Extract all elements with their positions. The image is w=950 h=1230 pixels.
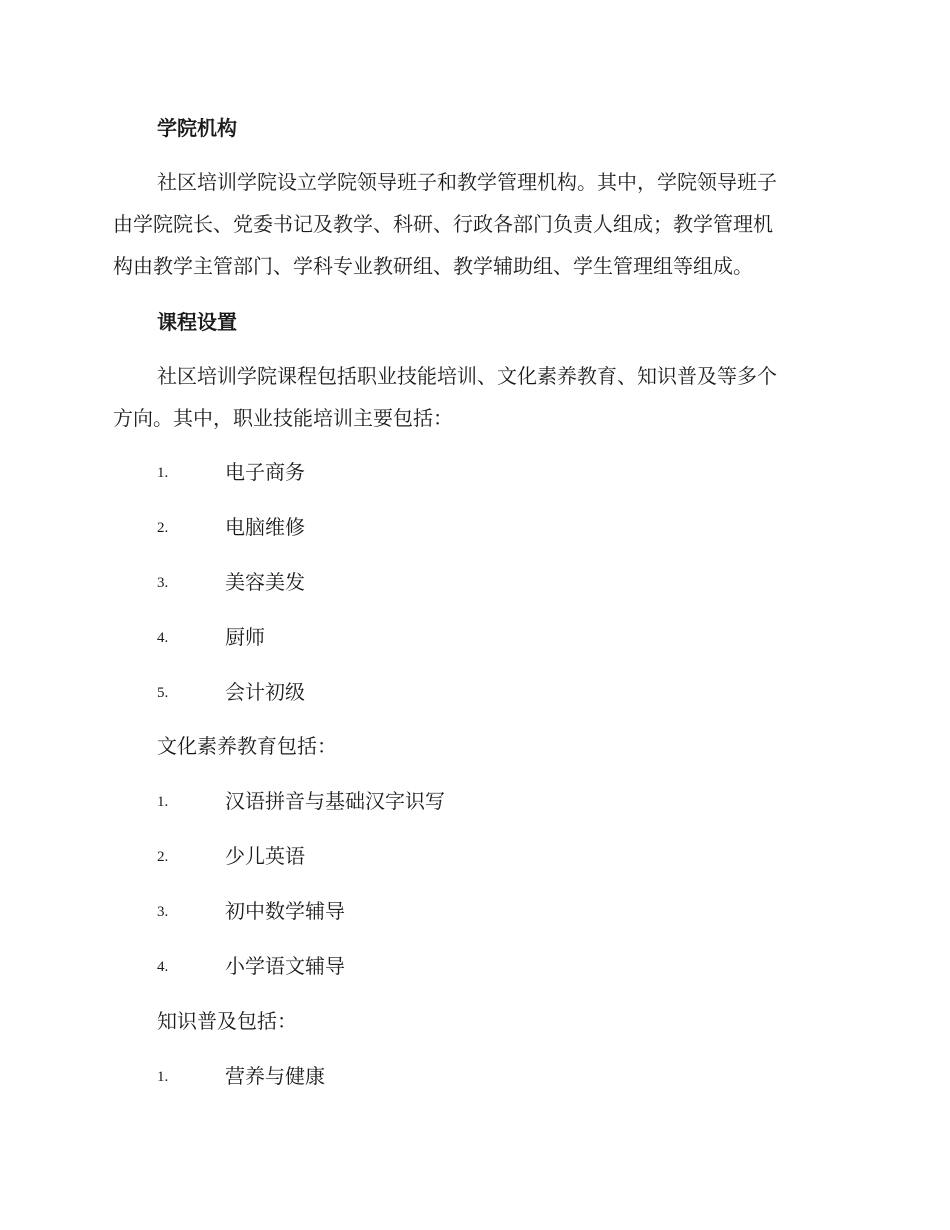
list-text: 初中数学辅导 (225, 899, 345, 923)
list-number: 1. (157, 465, 169, 481)
paragraph-line: 社区培训学院课程包括职业技能培训、文化素养教育、知识普及等多个 (157, 364, 777, 388)
paragraph-line: 构由教学主管部门、学科专业教研组、教学辅助组、学生管理组等组成。 (113, 254, 753, 278)
paragraph-line: 方向。其中，职业技能培训主要包括： (113, 406, 453, 430)
list-text: 营养与健康 (225, 1064, 325, 1088)
list-text: 汉语拼音与基础汉字识写 (225, 789, 445, 813)
list-number: 5. (157, 685, 169, 701)
list-text: 美容美发 (225, 570, 305, 594)
list-number: 2. (157, 520, 169, 536)
knowledge-intro: 知识普及包括： (157, 1009, 297, 1033)
section-heading-institution: 学院机构 (157, 116, 237, 140)
list-number: 1. (157, 794, 169, 810)
list-number: 4. (157, 630, 169, 646)
list-number: 2. (157, 849, 169, 865)
paragraph-line: 社区培训学院设立学院领导班子和教学管理机构。其中，学院领导班子 (157, 170, 777, 194)
list-number: 3. (157, 904, 169, 920)
list-text: 会计初级 (225, 680, 305, 704)
list-text: 电脑维修 (225, 515, 305, 539)
list-text: 小学语文辅导 (225, 954, 345, 978)
list-number: 4. (157, 959, 169, 975)
list-text: 电子商务 (225, 460, 305, 484)
list-text: 少儿英语 (225, 844, 305, 868)
culture-intro: 文化素养教育包括： (157, 734, 337, 758)
list-number: 3. (157, 575, 169, 591)
section-heading-courses: 课程设置 (157, 310, 237, 334)
list-text: 厨师 (225, 625, 265, 649)
list-number: 1. (157, 1069, 169, 1085)
paragraph-line: 由学院院长、党委书记及教学、科研、行政各部门负责人组成；教学管理机 (113, 212, 773, 236)
